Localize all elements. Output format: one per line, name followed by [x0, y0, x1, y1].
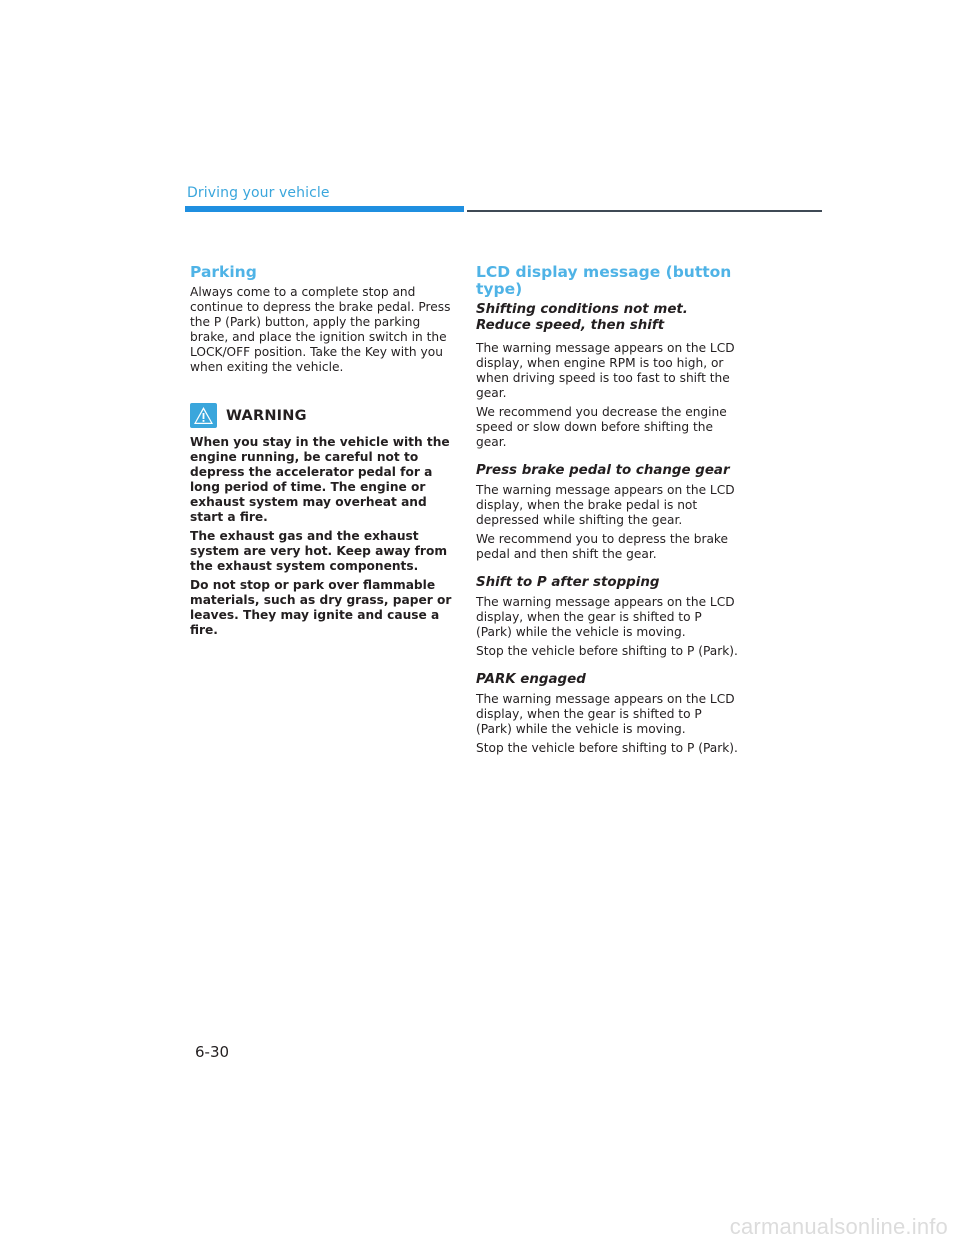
section-paragraph: We recommend you to depress the brake pedal and then shift the gear.: [476, 532, 729, 561]
section-paragraph: The warning message appears on the LCD display, when engine RPM is too high, or when driving speed is too fast to shift the gear.: [476, 341, 735, 400]
section-paragraph: The warning message appears on the LCD display, when the brake pedal is not depressed while shifting the gear.: [476, 483, 735, 527]
lcd-message-heading: LCD display message (button type): [476, 263, 732, 298]
watermark: carmanualsonline.info: [729, 1214, 948, 1239]
warning-header: [190, 403, 452, 428]
header-accent-bar: [185, 206, 464, 212]
section-heading: Shift to P after stopping: [476, 575, 660, 590]
header-rule: [467, 210, 822, 212]
section-title: Driving your vehicle: [187, 185, 330, 201]
section-heading: Shifting conditions not met. Reduce speed, then shift: [476, 302, 688, 333]
parking-paragraph: Always come to a complete stop and continue to depress the brake pedal. Press the P (Park) button, apply the parking brake, and place the ignition switch in the LOCK/OFF position. Take the Key with you when exiting the vehicle.: [190, 285, 451, 374]
warning-paragraph: When you stay in the vehicle with the engine running, be careful not to depress the accelerator pedal for a long period of time. The engine or exhaust system may overheat and start a fire.: [190, 435, 450, 524]
warning-label: WARNING: [226, 407, 307, 424]
right-column: [476, 264, 738, 756]
parking-heading: Parking: [190, 263, 257, 281]
section-paragraph: Stop the vehicle before shifting to P (Park).: [476, 644, 738, 658]
warning-paragraph: The exhaust gas and the exhaust system are very hot. Keep away from the exhaust system components.: [190, 529, 448, 573]
section-paragraph: The warning message appears on the LCD display, when the gear is shifted to P (Park) while the vehicle is moving.: [476, 692, 735, 736]
warning-triangle-icon: [190, 403, 217, 428]
section-paragraph: Stop the vehicle before shifting to P (Park).: [476, 741, 738, 755]
left-column: [190, 264, 452, 638]
section-paragraph: The warning message appears on the LCD display, when the gear is shifted to P (Park) while the vehicle is moving.: [476, 595, 735, 639]
page-number: 6-30: [195, 1043, 230, 1061]
section-heading: PARK engaged: [476, 672, 586, 687]
warning-paragraph: Do not stop or park over flammable materials, such as dry grass, paper or leaves. They may ignite and cause a fire.: [190, 578, 452, 637]
section-paragraph: We recommend you decrease the engine speed or slow down before shifting the gear.: [476, 405, 727, 449]
section-heading: Press brake pedal to change gear: [476, 463, 730, 478]
